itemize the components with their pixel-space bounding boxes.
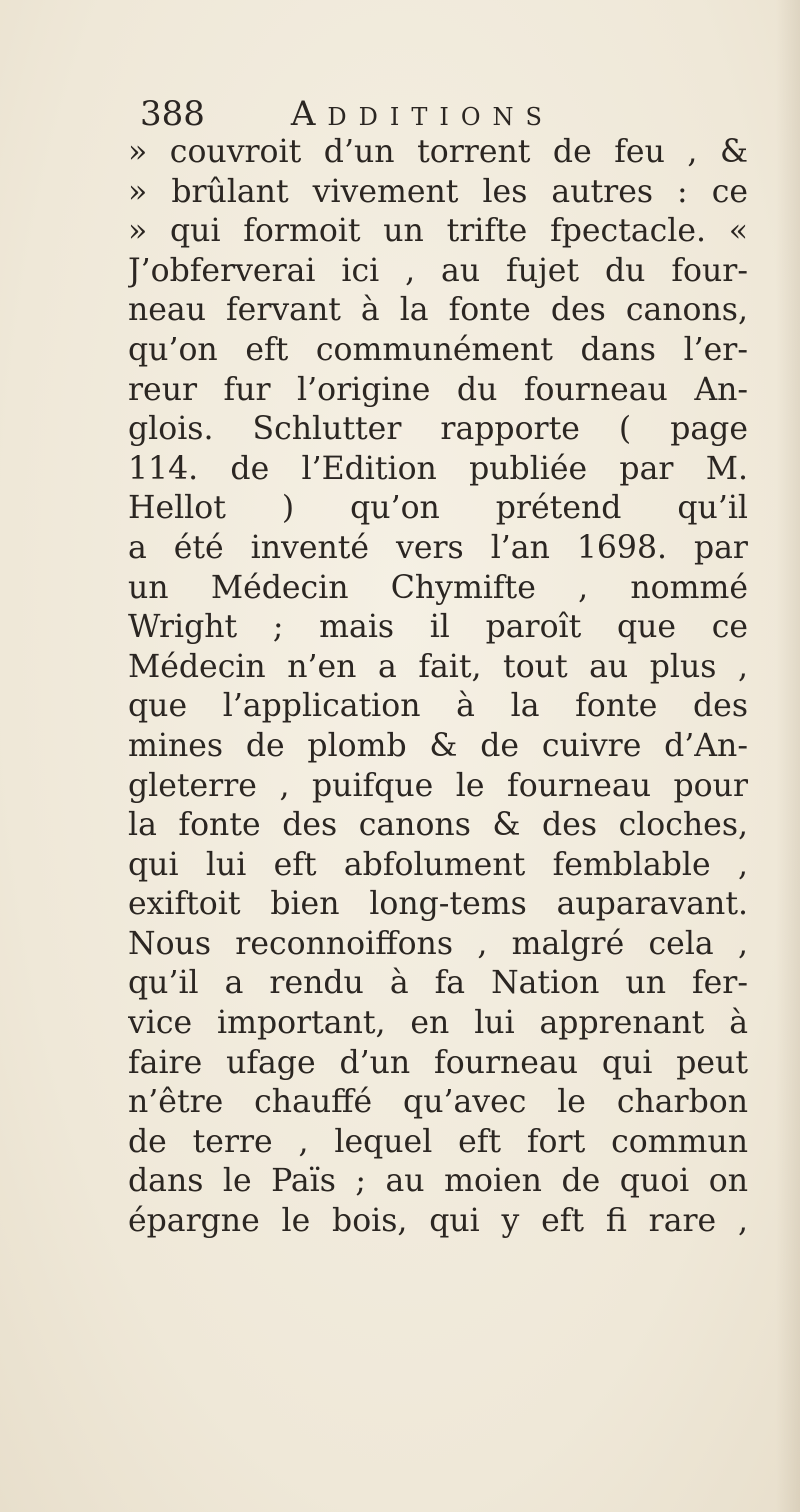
text-line: Wright ; mais il paroît que ce (128, 609, 748, 646)
page-edge-shadow (776, 0, 800, 1512)
text-line: n’être chauffé qu’avec le charbon (128, 1084, 748, 1121)
text-line: 114. de l’Edition publiée par M. (128, 450, 748, 487)
text-line: » couvroit d’un torrent de feu , & (128, 134, 748, 170)
text-line: faire ufage d’un fourneau qui peut (128, 1044, 748, 1081)
text-line: de terre , lequel eft fort commun (128, 1123, 748, 1160)
text-line: exiftoit bien long-tems auparavant. (128, 886, 748, 923)
text-line: qu’il a rendu à fa Nation un fer- (128, 965, 748, 1002)
text-line: qu’on eft communément dans l’er- (128, 331, 748, 368)
text-line: Médecin n’en a fait, tout au plus , (128, 648, 748, 685)
text-line: » qui formoit un trifte fpectacle. « (128, 213, 748, 250)
text-line: J’obferverai ici , au fujet du four- (128, 252, 748, 289)
text-line: gleterre , puifque le fourneau pour (128, 767, 748, 804)
text-line: Nous reconnoiffons , malgré cela , (128, 925, 748, 962)
page-header (140, 92, 700, 136)
text-line: reur fur l’origine du fourneau An- (128, 371, 748, 408)
text-line: épargne le bois, qui y eft fi rare , (128, 1203, 748, 1240)
page-number: 388 (140, 94, 205, 134)
text-line: neau fervant à la fonte des canons, (128, 292, 748, 329)
text-line: vice important, en lui apprenant à (128, 1005, 748, 1042)
text-line: dans le Païs ; au moien de quoi on (128, 1163, 748, 1200)
text-line: la fonte des canons & des cloches, (128, 807, 748, 844)
running-title: Additions (290, 94, 554, 134)
text-line: un Médecin Chymifte , nommé (128, 569, 748, 606)
text-line: » brûlant vivement les autres : ce (128, 173, 748, 210)
text-line: glois. Schlutter rapporte ( page (128, 411, 748, 448)
text-line: que l’application à la fonte des (128, 688, 748, 725)
text-line: a été inventé vers l’an 1698. par (128, 529, 748, 566)
text-line: qui lui eft abfolument femblable , (128, 846, 748, 883)
text-line: mines de plomb & de cuivre d’An- (128, 727, 748, 764)
body-text (128, 133, 748, 1242)
text-line: Hellot ) qu’on prétend qu’il (128, 490, 748, 527)
